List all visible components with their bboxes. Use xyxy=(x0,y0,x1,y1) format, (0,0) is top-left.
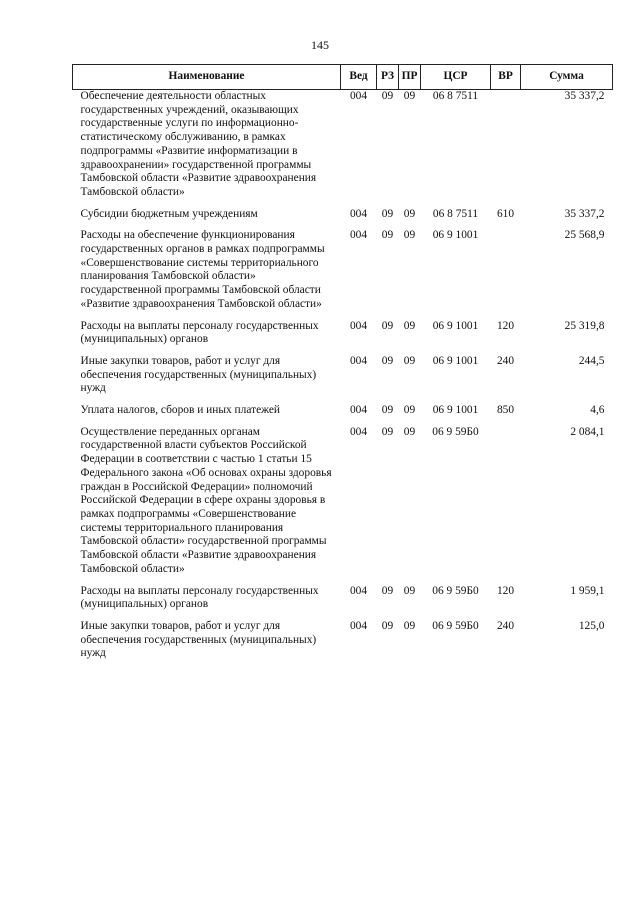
row-sum: 125,0 xyxy=(578,619,605,632)
row-name: Иные закупки товаров, работ и услуг для обеспечения государственных (муниципальных) нужд xyxy=(80,619,317,660)
row-vr: 240 xyxy=(496,619,515,632)
table-row xyxy=(73,355,613,404)
row-vr: 850 xyxy=(496,404,515,417)
table-row xyxy=(73,229,613,319)
row-sum: 25 319,8 xyxy=(564,319,605,332)
row-csr: 06 9 59Б0 xyxy=(432,584,479,597)
table-row xyxy=(73,320,613,355)
row-sum: 1 959,1 xyxy=(570,584,605,597)
table-row xyxy=(73,404,613,426)
row-pr: 09 xyxy=(403,229,416,242)
header-vr: ВР xyxy=(491,65,521,90)
row-csr: 06 9 59Б0 xyxy=(432,425,479,438)
row-pr: 09 xyxy=(403,584,416,597)
row-sum: 35 337,2 xyxy=(564,207,605,220)
row-name: Расходы на обеспечение функционирования государственных органов в рамках подпрограммы «Совершенствование системы территориального планирования Тамбовской области» государственной программы Тамбовской области «Развитие здравоохранения Тамбовской области» xyxy=(80,229,325,310)
row-ved: 004 xyxy=(349,229,368,242)
budget-table xyxy=(72,64,613,669)
row-sum: 244,5 xyxy=(578,354,605,367)
row-sum: 2 084,1 xyxy=(570,425,605,438)
row-vr xyxy=(491,90,521,208)
row-vr: 610 xyxy=(496,207,515,220)
row-csr: 06 9 1001 xyxy=(432,229,479,242)
header-row xyxy=(73,65,613,90)
page-number: 145 xyxy=(311,38,329,52)
header-sum: Сумма xyxy=(521,65,613,90)
row-pr: 09 xyxy=(403,207,416,220)
row-name: Уплата налогов, сборов и иных платежей xyxy=(80,404,280,417)
row-rz: 09 xyxy=(381,207,394,220)
table-body xyxy=(73,90,613,670)
row-ved: 004 xyxy=(349,354,368,367)
row-rz: 09 xyxy=(381,425,394,438)
header-pr: ПР xyxy=(399,65,421,90)
row-rz: 09 xyxy=(381,584,394,597)
row-name: Расходы на выплаты персоналу государственных (муниципальных) органов xyxy=(80,319,319,346)
row-name: Субсидии бюджетным учреждениям xyxy=(80,207,258,220)
row-ved: 004 xyxy=(349,319,368,332)
row-pr: 09 xyxy=(403,90,416,102)
row-rz: 09 xyxy=(381,90,394,102)
row-vr xyxy=(491,229,521,319)
row-csr: 06 9 1001 xyxy=(432,354,479,367)
table-row xyxy=(73,620,613,669)
header-csr: ЦСР xyxy=(421,65,491,90)
row-rz: 09 xyxy=(381,619,394,632)
row-ved: 004 xyxy=(349,584,368,597)
row-rz: 09 xyxy=(381,229,394,242)
row-pr: 09 xyxy=(403,319,416,332)
table-row xyxy=(73,208,613,230)
row-ved: 004 xyxy=(349,425,368,438)
header-ved: Вед xyxy=(341,65,377,90)
row-pr: 09 xyxy=(403,425,416,438)
row-vr: 120 xyxy=(496,584,515,597)
table-header xyxy=(73,65,613,90)
header-rz: РЗ xyxy=(377,65,399,90)
header-name: Наименование xyxy=(73,65,341,90)
row-rz: 09 xyxy=(381,319,394,332)
row-csr: 06 9 59Б0 xyxy=(432,619,479,632)
row-ved: 004 xyxy=(349,619,368,632)
row-pr: 09 xyxy=(403,404,416,417)
row-ved: 004 xyxy=(349,404,368,417)
row-ved: 004 xyxy=(349,90,368,102)
row-vr: 240 xyxy=(496,354,515,367)
table-row xyxy=(73,426,613,585)
row-rz: 09 xyxy=(381,404,394,417)
row-vr xyxy=(491,426,521,585)
row-csr: 06 8 7511 xyxy=(432,207,479,220)
row-name: Осуществление переданных органам государственной власти субъектов Российской Федерации в соответствии с частью 1 статьи 15 Федерального закона «Об основах охраны здоровья граждан в Российской Федерации» полномочий Российской Федерации в сфере охраны здоровья в рамках подпрограммы «Совершенствование системы территориального планирования Тамбовской области» государственной программы Тамбовской области «Развитие здравоохранения Тамбовской области» xyxy=(80,425,332,575)
row-sum: 35 337,2 xyxy=(564,90,605,102)
row-pr: 09 xyxy=(403,354,416,367)
row-csr: 06 8 7511 xyxy=(432,90,479,102)
row-sum: 25 568,9 xyxy=(564,229,605,242)
row-pr: 09 xyxy=(403,619,416,632)
row-csr: 06 9 1001 xyxy=(432,404,479,417)
row-name: Иные закупки товаров, работ и услуг для обеспечения государственных (муниципальных) нужд xyxy=(80,354,317,395)
row-name: Расходы на выплаты персоналу государственных (муниципальных) органов xyxy=(80,584,319,611)
table-row xyxy=(73,585,613,620)
row-csr: 06 9 1001 xyxy=(432,319,479,332)
row-ved: 004 xyxy=(349,207,368,220)
row-vr: 120 xyxy=(496,319,515,332)
row-sum: 4,6 xyxy=(590,404,605,417)
table-row xyxy=(73,90,613,208)
row-name: Обеспечение деятельности областных государственных учреждений, оказывающих государственные услуги по информационно-статистическому обслуживанию, в рамках подпрограммы «Развитие информатизации в здравоохранении» государственной программы Тамбовской области «Развитие здравоохранения Тамбовской области» xyxy=(80,90,317,198)
row-rz: 09 xyxy=(381,354,394,367)
